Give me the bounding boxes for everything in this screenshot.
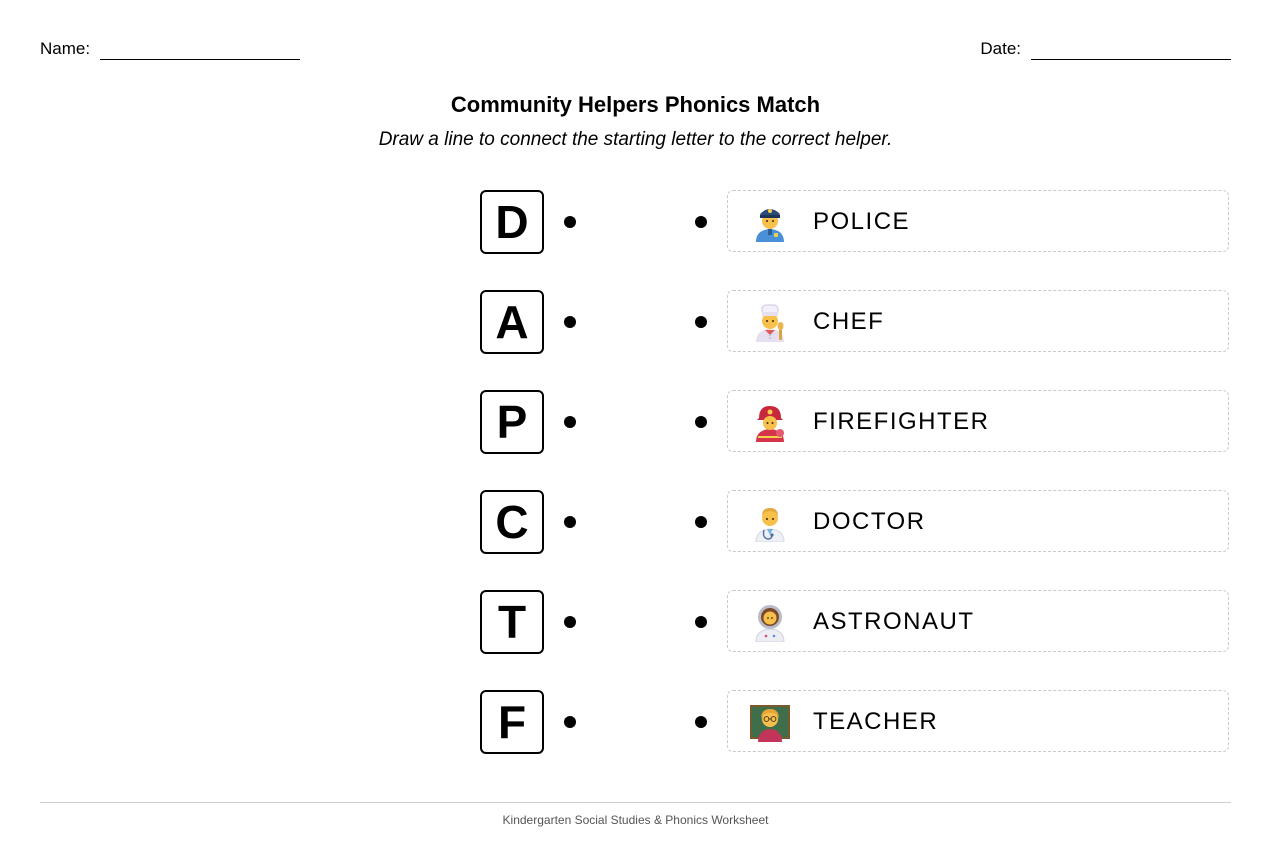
match-row	[0, 290, 1271, 356]
worksheet-instructions: Draw a line to connect the starting letter to the correct helper.	[378, 129, 893, 150]
letter-connect-dot[interactable]	[564, 616, 576, 628]
date-field	[980, 38, 1231, 60]
letter-box: D	[480, 190, 544, 254]
helper-connect-dot[interactable]	[695, 316, 707, 328]
letter-box: A	[480, 290, 544, 354]
helper-card	[727, 290, 1229, 352]
name-field	[40, 38, 300, 60]
letter-connect-dot[interactable]	[564, 216, 576, 228]
letter-connect-dot[interactable]	[564, 316, 576, 328]
helper-label: DOCTOR	[813, 508, 926, 535]
helper-connect-dot[interactable]	[695, 716, 707, 728]
helper-label: ASTRONAUT	[813, 608, 975, 635]
doctor-icon	[750, 502, 790, 542]
match-row	[0, 490, 1271, 556]
helper-connect-dot[interactable]	[695, 216, 707, 228]
helper-connect-dot[interactable]	[695, 516, 707, 528]
match-row	[0, 390, 1271, 456]
helper-label: FIREFIGHTER	[813, 408, 990, 435]
letter-box: F	[480, 690, 544, 754]
date-input-line[interactable]	[1031, 42, 1231, 60]
match-row	[0, 190, 1271, 256]
footer-text: Kindergarten Social Studies & Phonics Worksheet	[502, 813, 769, 827]
helper-card	[727, 690, 1229, 752]
name-input-line[interactable]	[100, 42, 300, 60]
letter-connect-dot[interactable]	[564, 716, 576, 728]
chef-icon	[750, 302, 790, 342]
match-row	[0, 690, 1271, 756]
helper-label: TEACHER	[813, 708, 939, 735]
astronaut-icon	[750, 602, 790, 642]
firefighter-icon	[750, 402, 790, 442]
match-row	[0, 590, 1271, 656]
helper-card	[727, 590, 1229, 652]
letter-box: C	[480, 490, 544, 554]
letter-box: T	[480, 590, 544, 654]
helper-card	[727, 190, 1229, 252]
helper-card	[727, 390, 1229, 452]
name-label: Name:	[40, 39, 91, 58]
helper-label: CHEF	[813, 308, 885, 335]
worksheet-title: Community Helpers Phonics Match	[450, 92, 821, 117]
letter-connect-dot[interactable]	[564, 416, 576, 428]
helper-connect-dot[interactable]	[695, 616, 707, 628]
letter-box: P	[480, 390, 544, 454]
date-label: Date:	[980, 39, 1021, 58]
footer-divider	[40, 802, 1231, 803]
helper-card	[727, 490, 1229, 552]
helper-connect-dot[interactable]	[695, 416, 707, 428]
helper-label: POLICE	[813, 208, 911, 235]
letter-connect-dot[interactable]	[564, 516, 576, 528]
police-officer-icon	[750, 202, 790, 242]
teacher-icon	[750, 702, 790, 742]
